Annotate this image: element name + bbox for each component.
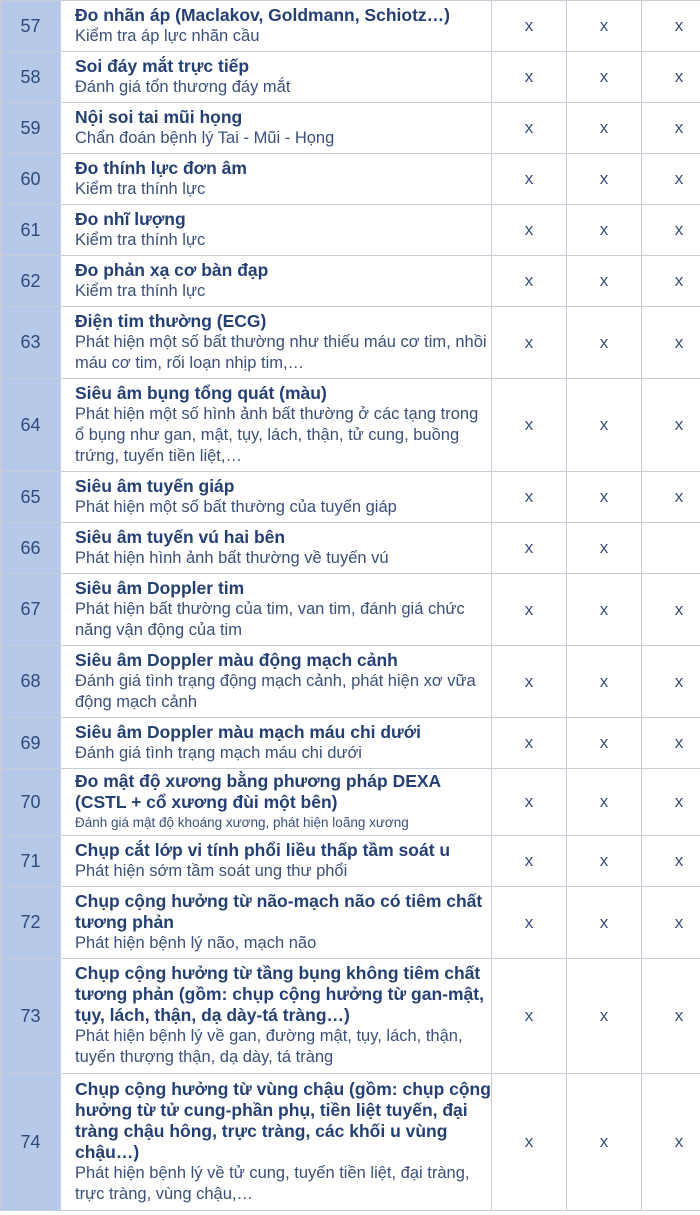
package-mark: x: [567, 103, 642, 154]
table-row: [1, 836, 700, 887]
package-mark: x: [642, 887, 700, 959]
service-cell: [61, 52, 492, 103]
package-mark: x: [567, 574, 642, 646]
table-row: [1, 523, 700, 574]
row-number: 69: [1, 718, 61, 769]
row-number: 72: [1, 887, 61, 959]
service-name: Đo nhãn áp (Maclakov, Goldmann, Schiotz…): [75, 4, 450, 25]
service-name: Đo phản xạ cơ bàn đạp: [75, 259, 269, 280]
service-cell: [61, 574, 492, 646]
package-mark: x: [567, 1, 642, 52]
package-mark: x: [492, 959, 567, 1074]
row-number: 70: [1, 769, 61, 836]
package-mark: x: [567, 154, 642, 205]
package-mark: x: [567, 307, 642, 379]
service-description: Chẩn đoán bệnh lý Tai - Mũi - Họng: [75, 128, 335, 147]
service-cell: [61, 307, 492, 379]
package-mark: x: [642, 154, 700, 205]
package-mark: x: [492, 472, 567, 523]
service-description: Phát hiện bệnh lý về gan, đường mật, tụy, lách, thận, tuyến thượng thận, dạ dày, tá tràng: [75, 1027, 463, 1066]
package-mark: x: [567, 1074, 642, 1211]
service-description: Phát hiện hình ảnh bất thường về tuyến vú: [75, 548, 389, 567]
table-row: [1, 103, 700, 154]
service-description: Kiểm tra thính lực: [75, 179, 206, 198]
service-description: Đánh giá tình trạng động mạch cảnh, phát hiện xơ vữa động mạch cảnh: [75, 671, 476, 711]
service-name: Nội soi tai mũi họng: [75, 106, 243, 127]
package-mark: x: [567, 959, 642, 1074]
service-cell: [61, 523, 492, 574]
row-number: 67: [1, 574, 61, 646]
service-cell: [61, 205, 492, 256]
service-name: Điện tim thường (ECG): [75, 310, 267, 331]
package-mark: x: [492, 52, 567, 103]
package-mark: x: [642, 205, 700, 256]
service-cell: [61, 836, 492, 887]
table-row: [1, 1, 700, 52]
service-name: Siêu âm Doppler màu động mạch cảnh: [75, 649, 398, 670]
service-description: Phát hiện một số bất thường như thiếu máu cơ tim, nhồi máu cơ tim, rối loạn nhịp tim,…: [75, 332, 487, 372]
row-number: 57: [1, 1, 61, 52]
service-description: Kiểm tra áp lực nhãn cầu: [75, 26, 260, 45]
service-description: Phát hiện bất thường của tim, van tim, đánh giá chức năng vận động của tim: [75, 599, 465, 639]
package-mark: x: [642, 1, 700, 52]
service-description: Kiểm tra thính lực: [75, 281, 206, 300]
table-row: [1, 959, 700, 1074]
package-mark: x: [567, 718, 642, 769]
package-mark: x: [567, 887, 642, 959]
package-mark: x: [642, 646, 700, 718]
table-row: [1, 256, 700, 307]
service-description: Đánh giá mật độ khoáng xương, phát hiện loãng xương: [75, 815, 409, 830]
package-mark: x: [642, 307, 700, 379]
package-mark: x: [492, 574, 567, 646]
service-cell: [61, 646, 492, 718]
package-mark: x: [492, 769, 567, 836]
table-row: [1, 646, 700, 718]
service-description: Kiểm tra thính lực: [75, 230, 206, 249]
table-row: [1, 574, 700, 646]
package-mark: x: [567, 52, 642, 103]
service-name: Đo nhĩ lượng: [75, 208, 186, 229]
table-row: [1, 307, 700, 379]
service-cell: [61, 379, 492, 472]
row-number: 64: [1, 379, 61, 472]
service-name: Đo thính lực đơn âm: [75, 157, 247, 178]
package-mark: x: [567, 205, 642, 256]
table-row: [1, 52, 700, 103]
row-number: 59: [1, 103, 61, 154]
table-row: [1, 887, 700, 959]
table-row: [1, 379, 700, 472]
table-row: [1, 205, 700, 256]
row-number: 58: [1, 52, 61, 103]
table-row: [1, 472, 700, 523]
row-number: 68: [1, 646, 61, 718]
package-mark: x: [492, 887, 567, 959]
service-description: Phát hiện một số bất thường của tuyến giáp: [75, 497, 397, 516]
package-mark: x: [492, 256, 567, 307]
table-row: [1, 718, 700, 769]
service-name: Chụp cộng hưởng từ vùng chậu (gồm: chụp cộng hưởng từ tử cung-phần phụ, tiền liệt tuyến, đại tràng chậu hông, trực tràng, các khối u vùng chậu…): [75, 1078, 491, 1162]
package-mark: x: [642, 718, 700, 769]
package-mark: x: [642, 256, 700, 307]
table-row: [1, 1074, 700, 1211]
row-number: 65: [1, 472, 61, 523]
row-number: 60: [1, 154, 61, 205]
service-name: Chụp cộng hưởng từ tầng bụng không tiêm chất tương phản (gồm: chụp cộng hưởng từ gan-mật, tụy, lách, thận, dạ dày-tá tràng…): [75, 963, 484, 1025]
service-cell: [61, 103, 492, 154]
service-name: Chụp cộng hưởng từ não-mạch não có tiêm chất tương phản: [75, 890, 483, 932]
service-name: Siêu âm Doppler tim: [75, 577, 245, 598]
row-number: 73: [1, 959, 61, 1074]
service-cell: [61, 256, 492, 307]
package-mark: x: [492, 154, 567, 205]
row-number: 74: [1, 1074, 61, 1211]
service-cell: [61, 718, 492, 769]
package-mark: x: [642, 52, 700, 103]
service-name: Soi đáy mắt trực tiếp: [75, 55, 250, 76]
service-description: Phát hiện bệnh lý về tử cung, tuyến tiền liệt, đại tràng, trực tràng, vùng chậu,…: [75, 1163, 470, 1203]
package-mark: x: [567, 769, 642, 836]
package-mark: x: [492, 836, 567, 887]
package-mark: x: [492, 307, 567, 379]
package-mark: x: [492, 205, 567, 256]
package-mark: x: [492, 718, 567, 769]
package-mark: x: [492, 523, 567, 574]
package-mark: x: [642, 103, 700, 154]
service-cell: [61, 472, 492, 523]
package-mark: x: [567, 256, 642, 307]
service-description: Phát hiện bệnh lý não, mạch não: [75, 933, 317, 952]
row-number: 71: [1, 836, 61, 887]
package-mark: x: [642, 769, 700, 836]
package-mark: x: [642, 379, 700, 472]
service-description: Đánh giá tình trạng mạch máu chi dưới: [75, 743, 362, 762]
package-mark: x: [567, 523, 642, 574]
package-mark: x: [642, 574, 700, 646]
package-mark: x: [492, 1, 567, 52]
service-cell: [61, 154, 492, 205]
table-row: [1, 154, 700, 205]
package-mark: x: [567, 836, 642, 887]
row-number: 62: [1, 256, 61, 307]
service-name: Siêu âm bụng tổng quát (màu): [75, 382, 327, 403]
service-cell: [61, 1, 492, 52]
service-cell: [61, 887, 492, 959]
package-mark: x: [567, 472, 642, 523]
row-number: 61: [1, 205, 61, 256]
service-name: Chụp cắt lớp vi tính phổi liều thấp tầm soát u: [75, 839, 451, 860]
row-number: 66: [1, 523, 61, 574]
service-description: Phát hiện sớm tầm soát ung thư phổi: [75, 861, 348, 880]
package-mark: x: [567, 379, 642, 472]
package-mark: x: [642, 959, 700, 1074]
table-row: [1, 769, 700, 836]
service-description: Đánh giá tổn thương đáy mắt: [75, 77, 291, 96]
service-name: Siêu âm tuyến vú hai bên: [75, 526, 286, 547]
package-mark: x: [642, 836, 700, 887]
service-name: Siêu âm Doppler màu mạch máu chi dưới: [75, 721, 422, 742]
service-cell: [61, 769, 492, 836]
service-name: Siêu âm tuyến giáp: [75, 475, 235, 496]
package-mark: x: [567, 646, 642, 718]
row-number: 63: [1, 307, 61, 379]
service-name: Đo mật độ xương bằng phương pháp DEXA (CSTL + cổ xương đùi một bên): [75, 771, 441, 812]
service-cell: [61, 1074, 492, 1211]
package-mark: x: [492, 646, 567, 718]
package-mark: [642, 523, 700, 574]
package-mark: x: [492, 379, 567, 472]
package-mark: x: [642, 472, 700, 523]
package-mark: x: [492, 103, 567, 154]
service-description: Phát hiện một số hình ảnh bất thường ở các tạng trong ổ bụng như gan, mật, tụy, lách, thận, tử cung, buồng trứng, tuyến tiền liệt,…: [75, 404, 479, 465]
package-mark: x: [492, 1074, 567, 1211]
service-cell: [61, 959, 492, 1074]
package-mark: x: [642, 1074, 700, 1211]
